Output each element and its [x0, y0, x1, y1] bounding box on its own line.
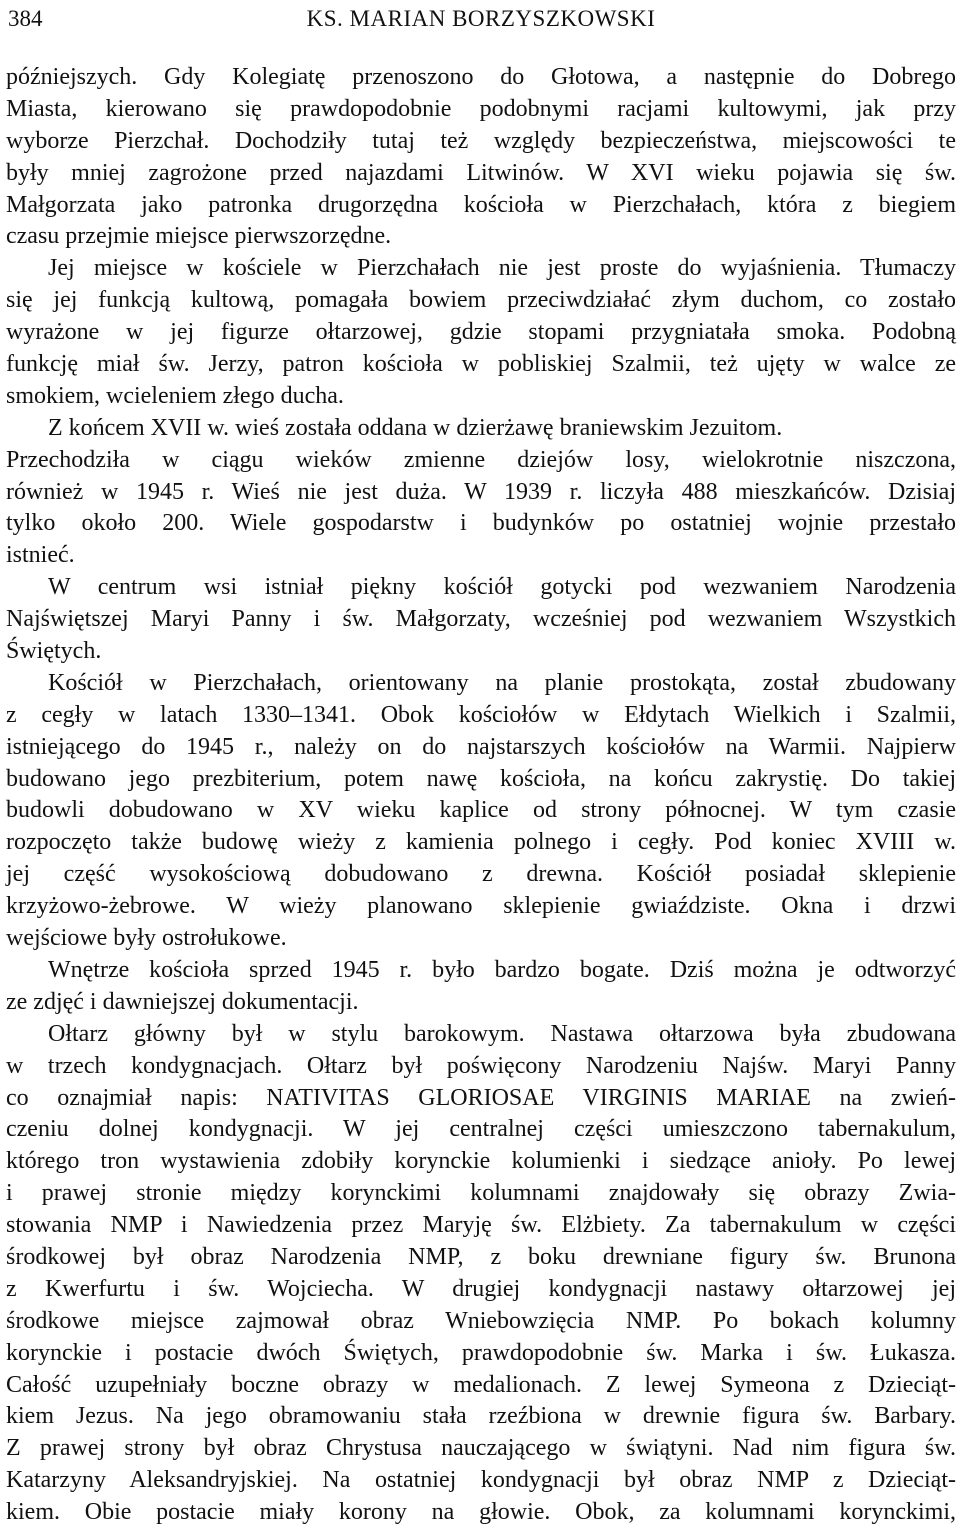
text-line: późniejszych. Gdy Kolegiatę przenoszono do Głotowa, a następnie do Dobrego [6, 64, 956, 90]
text-line: kiem. Obie postacie miały korony na głowie. Obok, za kolumnami korynckimi, [6, 1499, 956, 1526]
paragraph-first-line: Kościół w Pierzchałach, orientowany na planie prostokąta, został zbudowany [48, 669, 956, 696]
text-line: czasu przejmie miejsce pierwszorzędne. [6, 223, 392, 250]
text-line: również w 1945 r. Wieś nie jest duża. W 1939 r. liczyła 488 mieszkańców. Dzisiaj [6, 478, 956, 505]
text-line: co oznajmiał napis: NATIVITAS GLORIOSAE VIRGINIS MARIAE na zwień- [6, 1084, 956, 1111]
text-line: wyborze Pierzchał. Dochodziły tutaj też względy bezpieczeństwa, miejscowości te [6, 127, 956, 154]
text-line: i prawej stronie między korynckimi kolumnami znajdowały się obrazy Zwia- [6, 1180, 956, 1207]
text-line: korynckie i postacie dwóch Świętych, prawdopodobnie św. Marka i św. Łukasza. [6, 1339, 956, 1366]
text-line: Świętych. [6, 638, 102, 665]
text-line: tylko około 200. Wiele gospodarstw i budynków po ostatniej wojnie przestało [6, 510, 956, 537]
text-line: w trzech kondygnacjach. Ołtarz był poświęcony Narodzeniu Najśw. Maryi Panny [6, 1052, 956, 1079]
text-line: czeniu dolnej kondygnacji. W jej centralnej części umieszczono tabernakulum, [6, 1116, 956, 1143]
text-line: wyrażone w jej figurze ołtarzowej, gdzie stopami przygniatała smoka. Podobną [6, 319, 956, 346]
text-line: Katarzyny Aleksandryjskiej. Na ostatniej kondygnacji był obraz NMP z Dzieciąt- [6, 1467, 956, 1494]
running-header [6, 4, 956, 34]
text-line: smokiem, wcieleniem złego ducha. [6, 382, 344, 409]
running-title: KS. MARIAN BORZYSZKOWSKI [306, 6, 656, 31]
text-line: budowano jego prezbiterium, potem nawę kościoła, na końcu zakrystię. Do takiej [6, 765, 956, 792]
text-line: budowli dobudowano w XV wieku kaplice od strony północnej. W tym czasie [6, 797, 956, 824]
text-line: środkowej był obraz Narodzenia NMP, z boku drewniane figury św. Brunona [6, 1243, 956, 1270]
text-line: Miasta, kierowano się prawdopodobnie podobnymi racjami kultowymi, jak przy [6, 95, 956, 122]
text-line: istniejącego do 1945 r., należy on do najstarszych kościołów na Warmii. Najpierw [6, 733, 956, 760]
text-line: były mniej zagrożone przed najazdami Litwinów. W XVI wieku pojawia się św. [6, 159, 956, 186]
body-text [6, 62, 956, 1529]
text-line: istnieć. [6, 542, 75, 569]
text-line: ze zdjęć i dawniejszej dokumentacji. [6, 988, 359, 1015]
text-line: Małgorzata jako patronka drugorzędna kościoła w Pierzchałach, która z biegiem [6, 191, 956, 218]
paragraph-first-line: Z końcem XVII w. wieś została oddana w dzierżawę braniewskim Jezuitom. [48, 414, 783, 441]
paragraph-first-line: Ołtarz główny był w stylu barokowym. Nastawa ołtarzowa była zbudowana [48, 1020, 956, 1047]
text-line: Przechodziła w ciągu wieków zmienne dziejów losy, wielokrotnie niszczona, [6, 446, 956, 473]
text-line: Całość uzupełniały boczne obrazy w medalionach. Z lewej Symeona z Dzieciąt- [6, 1371, 956, 1398]
text-line: krzyżowo-żebrowe. W wieży planowano sklepienie gwiaździste. Okna i drzwi [6, 893, 956, 920]
paragraph-first-line: W centrum wsi istniał piękny kościół gotycki pod wezwaniem Narodzenia [48, 574, 956, 601]
text-line: wejściowe były ostrołukowe. [6, 925, 287, 952]
paragraph-first-line: Wnętrze kościoła sprzed 1945 r. było bardzo bogate. Dziś można je odtworzyć [48, 956, 956, 983]
text-line: jej część wysokościową dobudowano z drewna. Kościół posiadał sklepienie [6, 861, 956, 888]
text-line: którego tron wystawienia zdobiły korynckie kolumienki i siedzące anioły. Po lewej [6, 1148, 956, 1175]
text-line: Z prawej strony był obraz Chrystusa nauczającego w świątyni. Nad nim figura św. [6, 1435, 956, 1462]
text-line: środkowe miejsce zajmował obraz Wniebowzięcia NMP. Po bokach kolumny [6, 1307, 956, 1334]
text-line: Najświętszej Maryi Panny i św. Małgorzaty, wcześniej pod wezwaniem Wszystkich [6, 606, 956, 633]
paragraph-first-line: Jej miejsce w kościele w Pierzchałach nie jest proste do wyjaśnienia. Tłumaczy [48, 255, 956, 282]
text-line: z Kwerfurtu i św. Wojciecha. W drugiej kondygnacji nastawy ołtarzowej jej [6, 1275, 956, 1302]
page-number: 384 [8, 6, 43, 31]
text-line: stowania NMP i Nawiedzenia przez Maryję św. Elżbiety. Za tabernakulum w części [6, 1212, 956, 1239]
text-line: się jej funkcją kultową, pomagała bowiem przeciwdziałać złym duchom, co zostało [6, 287, 956, 314]
text-line: z cegły w latach 1330–1341. Obok kościołów w Ełdytach Wielkich i Szalmii, [6, 701, 956, 728]
document-page [6, 0, 956, 1526]
text-line: funkcję miał św. Jerzy, patron kościoła w pobliskiej Szalmii, też ujęty w walce ze [6, 351, 956, 378]
text-line: rozpoczęto także budowę wieży z kamienia polnego i cegły. Pod koniec XVIII w. [6, 829, 956, 856]
text-line: kiem Jezus. Na jego obramowaniu stała rzeźbiona w drewnie figura św. Barbary. [6, 1403, 956, 1430]
